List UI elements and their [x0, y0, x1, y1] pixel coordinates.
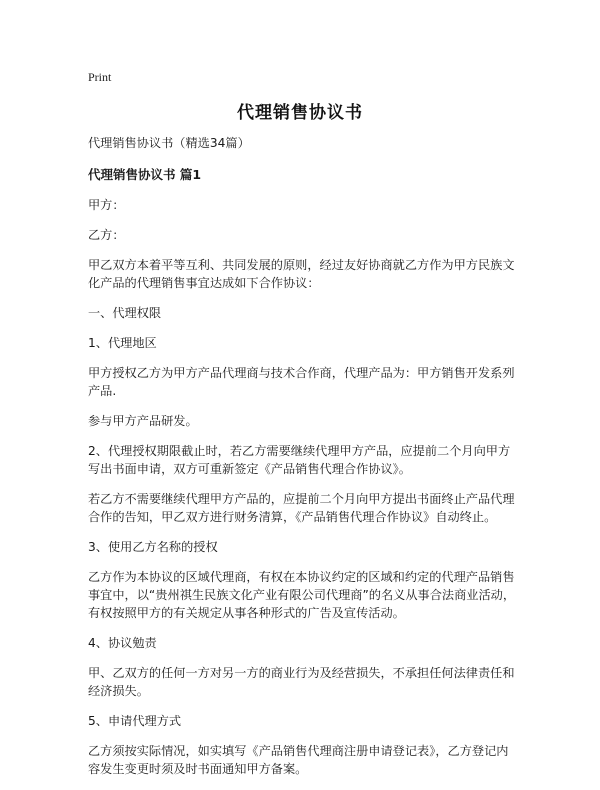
subclause-exemption: 4、协议勉责 [88, 636, 157, 650]
paragraph-name-use: 乙方作为本协议的区域代理商，有权在本协议约定的区域和约定的代理产品销售事宜中，以“贵州祺生民族文化产业有限公司代理商”的名义从事合法商业活动，有权按照甲方的有关规定从事各种形式的广告及宣传活动。 [88, 570, 516, 620]
document-body [88, 134, 520, 790]
party-b-line: 乙方： [88, 228, 125, 242]
paragraph-exemption: 甲、乙双方的任何一方对另一方的商业行为及经营损失，不承担任何法律责任和经济损失。 [88, 666, 515, 698]
subclause-region: 1、代理地区 [88, 336, 157, 350]
subclause-application: 5、申请代理方式 [88, 714, 182, 728]
document-title: 代理销售协议书 [237, 103, 363, 123]
intro-paragraph: 甲乙双方本着平等互利、共同发展的原则，经过友好协商就乙方作为甲方民族文化产品的代理销售事宜达成如下合作协议： [88, 258, 515, 290]
section-heading: 代理销售协议书 篇1 [88, 167, 202, 182]
paragraph-termination: 若乙方不需要继续代理甲方产品的，应提前二个月向甲方提出书面终止产品代理合作的告知，甲乙双方进行财务清算，《产品销售代理合作协议》自动终止。 [88, 492, 515, 524]
print-link[interactable]: Print [88, 70, 112, 84]
subclause-name-use: 3、使用乙方名称的授权 [88, 540, 218, 554]
paragraph-authorization: 甲方授权乙方为甲方产品代理商与技术合作商，代理产品为：甲方销售开发系列产品. [88, 366, 515, 398]
paragraph-rd: 参与甲方产品研发。 [88, 414, 198, 428]
paragraph-term-renewal: 2、代理授权期限截止时，若乙方需要继续代理甲方产品，应提前二个月向甲方写出书面申请，双方可重新签定《产品销售代理合作协议》。 [88, 444, 511, 476]
document-subtitle: 代理销售协议书（精选34篇） [88, 136, 250, 150]
party-a-line: 甲方： [88, 198, 125, 212]
clause-heading-authority: 一、代理权限 [88, 306, 162, 320]
paragraph-application: 乙方须按实际情况，如实填写《产品销售代理商注册申请登记表》，乙方登记内容发生变更时须及时书面通知甲方备案。 [88, 744, 509, 776]
